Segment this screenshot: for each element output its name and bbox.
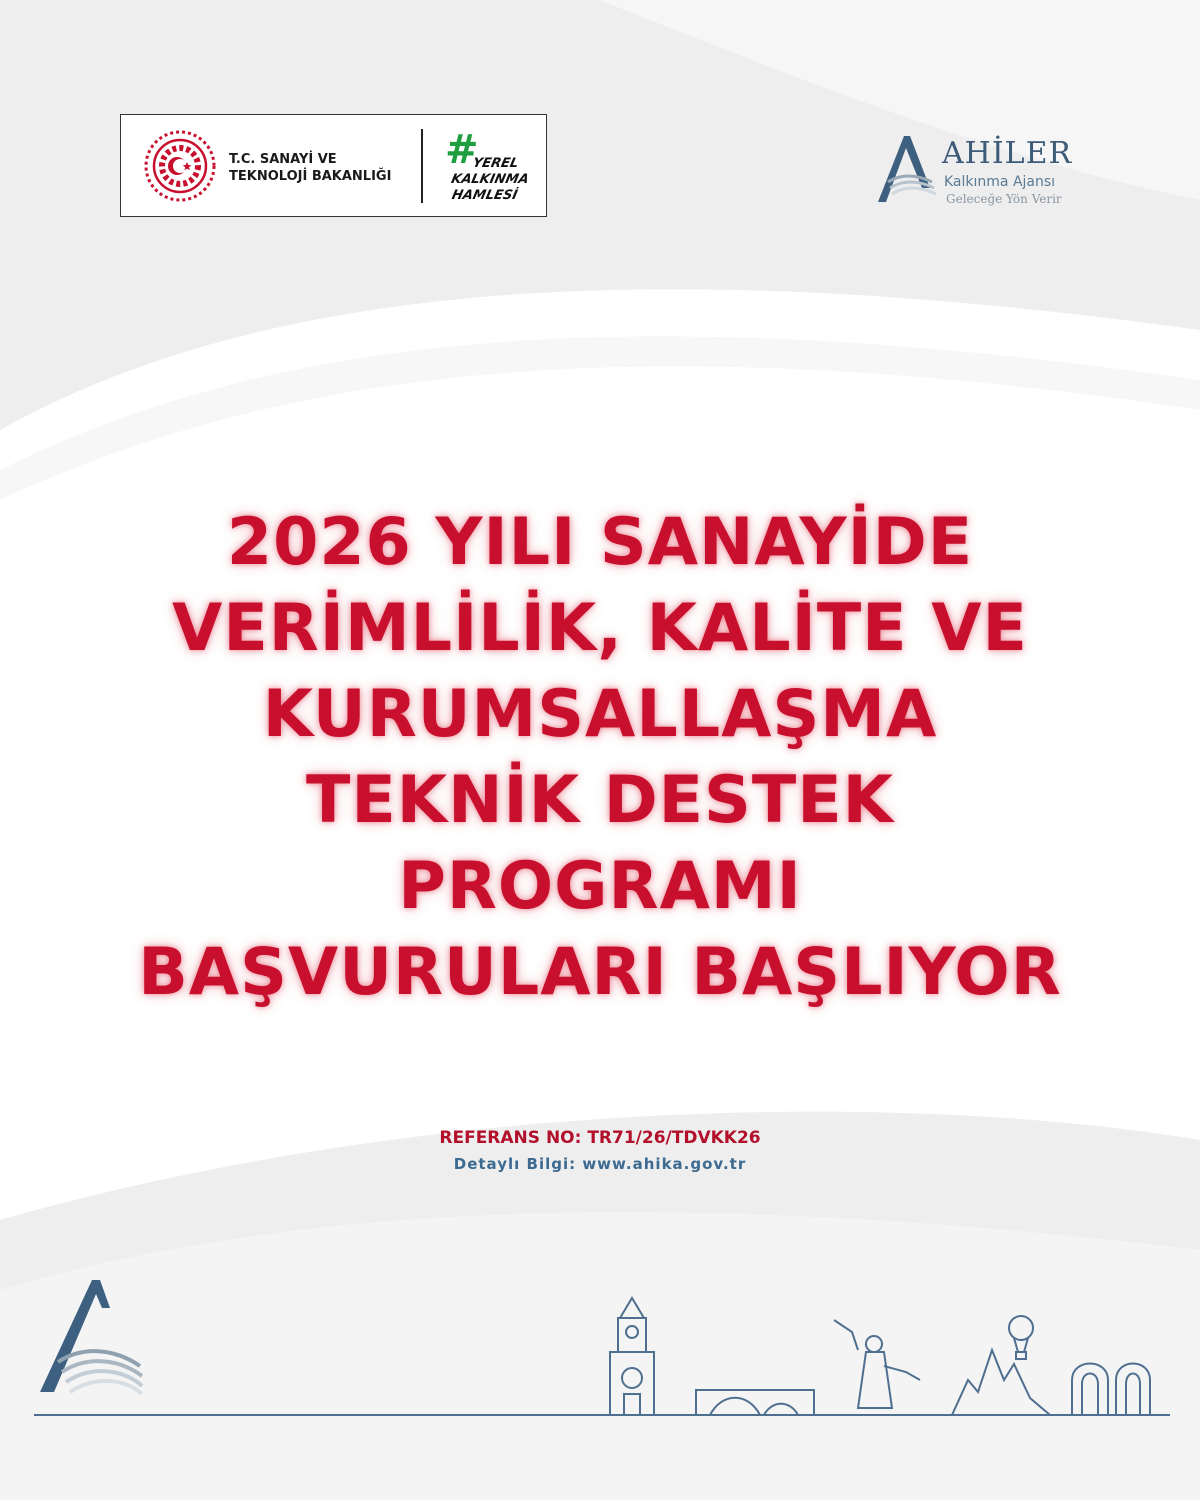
ministry-name: T.C. SANAYİ VE TEKNOLOJİ BAKANLIĞI <box>229 152 392 184</box>
campaign-line-2: KALKINMA <box>449 172 531 187</box>
ministry-logo-box <box>120 114 547 217</box>
ahiler-logo <box>870 130 1090 210</box>
headline-line-5: PROGRAMI <box>398 849 802 924</box>
agency-subtitle: Kalkınma Ajansı <box>944 174 1056 190</box>
roman-arches-icon <box>1072 1364 1150 1416</box>
headline-line-1: 2026 YILI SANAYİDE <box>226 505 974 580</box>
campaign-line-3: HAMLESİ <box>450 188 519 203</box>
yerel-kalkinma-logo <box>443 125 533 209</box>
ahi-evran-statue-icon <box>834 1320 920 1415</box>
fairy-chimneys-balloon-icon <box>952 1316 1050 1415</box>
headline-line-2: VERİMLİLİK, KALİTE VE <box>172 591 1028 666</box>
ahiler-emblem-icon <box>870 130 940 208</box>
announcement-headline <box>0 500 1200 1016</box>
reference-number: REFERANS NO: TR71/26/TDVKK26 <box>439 1128 761 1148</box>
logo-divider <box>421 129 423 203</box>
details-link[interactable]: Detaylı Bilgi: www.ahika.gov.tr <box>453 1155 747 1173</box>
agency-slogan: Geleceğe Yön Verir <box>946 192 1062 206</box>
headline-line-6: BAŞVURULARI BAŞLIYOR <box>138 935 1062 1010</box>
city-skyline-illustration <box>0 1280 1200 1420</box>
stone-bridge-icon <box>696 1390 814 1415</box>
campaign-hash: # <box>445 127 479 173</box>
headline-line-4: TEKNİK DESTEK <box>306 763 894 838</box>
headline-line-3: KURUMSALLAŞMA <box>262 677 938 752</box>
clock-tower-icon <box>610 1298 654 1415</box>
agency-name: AHİLER <box>942 136 1073 171</box>
campaign-line-1: YEREL <box>471 156 520 171</box>
ministry-seal-icon <box>143 129 217 203</box>
